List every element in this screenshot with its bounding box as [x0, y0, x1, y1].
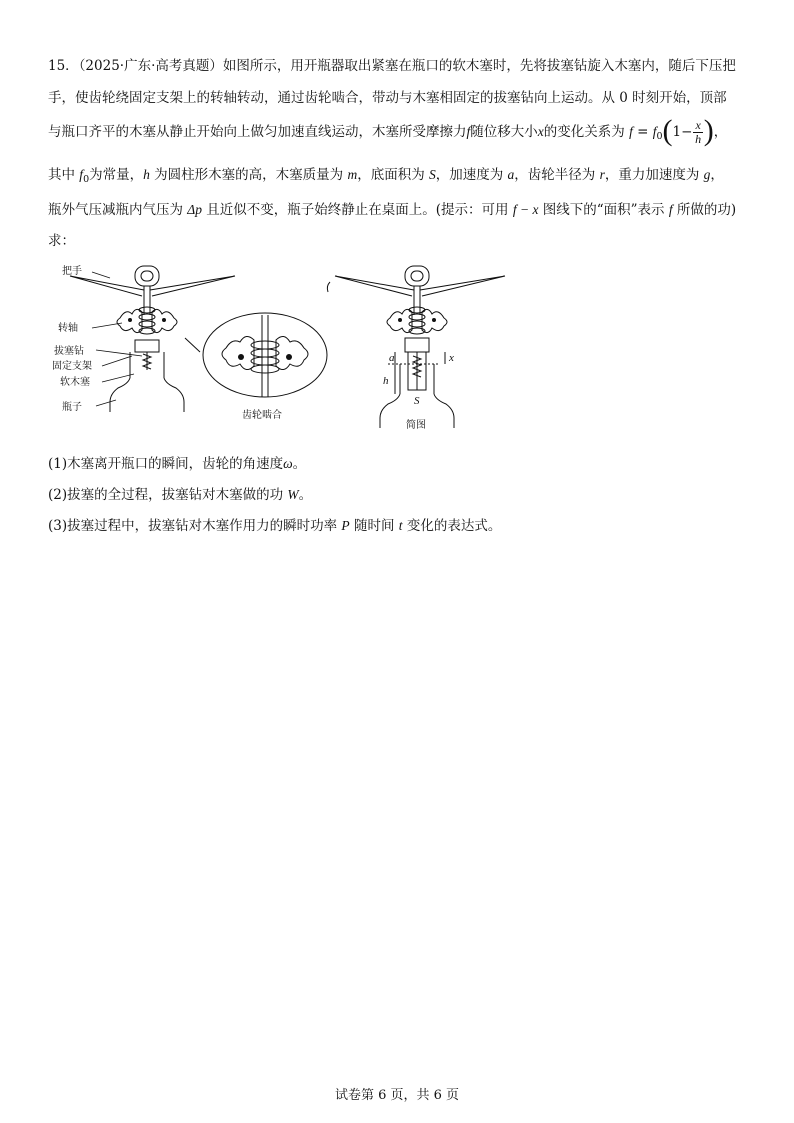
bracket-left	[135, 340, 159, 352]
label-cork: 软木塞	[60, 377, 90, 388]
symbol-S: S	[414, 395, 420, 407]
caption-gear-mesh: 齿轮啮合	[242, 410, 282, 421]
symbol-a: a	[389, 352, 395, 364]
label-screw: 拔塞钻	[54, 346, 84, 357]
question-line-5: 瓶外气压减瓶内气压为 Δp 且近似不变，瓶子始终静止在桌面上。(提示：可用 f − x 图线下的“面积”表示 f 所做的功)	[48, 202, 737, 218]
label-bracket: 固定支架	[52, 361, 92, 372]
handle-left	[70, 276, 144, 296]
symbol-h: h	[383, 375, 389, 387]
question-line-6: 求：	[48, 233, 75, 249]
label-bottle: 瓶子	[62, 402, 82, 413]
handle-right	[150, 276, 235, 296]
question-line-3: 与瓶口齐平的木塞从静止开始向上做匀加速直线运动，木塞所受摩擦力f随位移大小x的变化关系为 $f = f_0(1-$ $\frac{x}{h}$ )，	[48, 113, 728, 147]
rotation-arrow	[327, 282, 330, 292]
bottle-neck-left	[110, 378, 184, 412]
sub-question-1: (1)木塞离开瓶口的瞬间，齿轮的角速度ω。	[48, 456, 307, 472]
question-line-1: 15．（2025·广东·高考真题）如图所示，用开瓶器取出紧塞在瓶口的软木塞时，先将拔塞钻旋入木塞内，随后下压把	[48, 58, 736, 74]
question-source: （2025·广东·高考真题）	[78, 58, 223, 74]
caption-simple-diagram: 简图	[406, 420, 426, 431]
top-ring-left	[135, 266, 159, 286]
page-footer: 试卷第 6 页，共 6 页	[334, 1088, 460, 1103]
label-axle: 转轴	[58, 323, 78, 334]
symbol-x: x	[449, 352, 454, 364]
question-line-4: 其中 $f_0$为常量，h 为圆柱形木塞的高，木塞质量为 m，底面积为 S，加速度为 a，齿轮半径为 r，重力加速度为 g，	[48, 167, 724, 185]
corkscrew-figure	[50, 260, 530, 440]
question-line-2: 手，使齿轮绕固定支架上的转轴转动，通过齿轮啮合，带动与木塞相固定的拔塞钻向上运动。从 0 时刻开始，顶部	[48, 90, 727, 106]
question-number: 15．	[48, 58, 79, 74]
friction-formula: $f = f_0(1-$ $\frac{x}{h}$ )，	[629, 113, 728, 147]
sub-question-3: (3)拔塞过程中，拔塞钻对木塞作用力的瞬时功率 P 随时间 t 变化的表达式。	[48, 518, 502, 534]
label-handle: 把手	[62, 266, 82, 277]
sub-question-2: (2)拔塞的全过程，拔塞钻对木塞做的功 W。	[48, 487, 313, 503]
